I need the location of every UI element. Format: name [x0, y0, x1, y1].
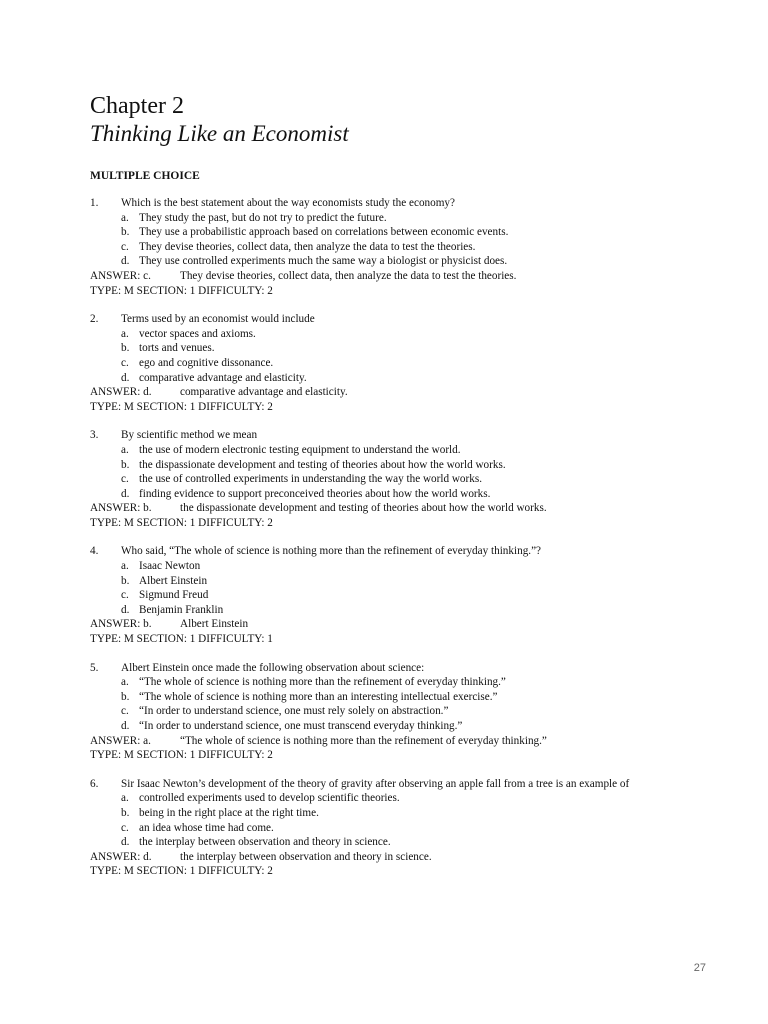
answer-line: [90, 734, 730, 749]
answer-option: [90, 806, 730, 821]
question-item: [90, 196, 730, 298]
option-label: a.: [121, 560, 129, 573]
option-text: controlled experiments used to develop scientific theories.: [139, 792, 400, 805]
chapter-title: Chapter 2: [90, 93, 184, 119]
option-label: b.: [121, 690, 130, 703]
option-label: a.: [121, 327, 129, 340]
question-number: 6.: [90, 777, 99, 790]
question-metadata: TYPE: M SECTION: 1 DIFFICULTY: 2: [90, 865, 273, 878]
answer-label: ANSWER: a.: [90, 734, 151, 747]
chapter-subtitle: Thinking Like an Economist: [90, 121, 349, 146]
answer-label: ANSWER: b.: [90, 502, 152, 515]
option-text: They use controlled experiments much the same way a biologist or physicist does.: [139, 255, 508, 268]
answer-option: [90, 559, 730, 574]
option-label: d.: [121, 487, 130, 500]
option-text: the use of modern electronic testing equipment to understand the world.: [139, 443, 461, 456]
answer-line: [90, 501, 730, 516]
option-label: c.: [121, 589, 129, 602]
answer-option: [90, 821, 730, 836]
answer-text: Albert Einstein: [180, 618, 249, 631]
option-label: a.: [121, 211, 129, 224]
question-stem: [90, 312, 730, 327]
answer-label: ANSWER: b.: [90, 618, 152, 631]
answer-text: “The whole of science is nothing more than the refinement of everyday thinking.”: [180, 734, 547, 747]
answer-option: [90, 225, 730, 240]
question-number: 3.: [90, 429, 99, 442]
answer-option: [90, 690, 730, 705]
option-label: b.: [121, 226, 130, 239]
option-label: c.: [121, 240, 129, 253]
answer-line: [90, 617, 730, 632]
answer-option: [90, 356, 730, 371]
option-text: They use a probabilistic approach based on correlations between economic events.: [139, 226, 509, 239]
answer-option: [90, 719, 730, 734]
option-label: d.: [121, 371, 130, 384]
option-label: c.: [121, 821, 129, 834]
page-number: 27: [693, 962, 706, 974]
answer-option: [90, 458, 730, 473]
option-text: They devise theories, collect data, then analyze the data to test the theories.: [139, 240, 476, 253]
option-text: torts and venues.: [139, 342, 215, 355]
option-text: “The whole of science is nothing more than an interesting intellectual exercise.”: [139, 690, 498, 703]
question-metadata: TYPE: M SECTION: 1 DIFFICULTY: 2: [90, 749, 273, 762]
question-stem: [90, 544, 730, 559]
answer-option: [90, 254, 730, 269]
option-label: c.: [121, 473, 129, 486]
answer-label: ANSWER: d.: [90, 850, 152, 863]
option-text: being in the right place at the right time.: [139, 806, 319, 819]
option-label: a.: [121, 792, 129, 805]
option-text: “In order to understand science, one must rely solely on abstraction.”: [139, 705, 449, 718]
answer-option: [90, 341, 730, 356]
document-page: [90, 92, 730, 879]
option-label: c.: [121, 356, 129, 369]
option-label: c.: [121, 705, 129, 718]
answer-line: [90, 269, 730, 284]
option-text: vector spaces and axioms.: [139, 327, 256, 340]
answer-option: [90, 443, 730, 458]
option-text: the interplay between observation and theory in science.: [139, 836, 391, 849]
answer-option: [90, 704, 730, 719]
question-text: Sir Isaac Newton’s development of the theory of gravity after observing an apple fall from a tree is an example of: [121, 777, 630, 790]
question-metadata: TYPE: M SECTION: 1 DIFFICULTY: 2: [90, 284, 273, 297]
question-stem: [90, 428, 730, 443]
question-number: 4.: [90, 545, 99, 558]
question-text: Albert Einstein once made the following observation about science:: [121, 661, 425, 674]
question-number: 1.: [90, 197, 99, 209]
question-stem: [90, 661, 730, 676]
question-metadata: TYPE: M SECTION: 1 DIFFICULTY: 2: [90, 400, 273, 413]
question-item: [90, 312, 730, 414]
answer-option: [90, 574, 730, 589]
answer-option: [90, 472, 730, 487]
question-item: [90, 428, 730, 530]
question-text: By scientific method we mean: [121, 429, 258, 442]
answer-label: ANSWER: c.: [90, 269, 151, 282]
section-heading: MULTIPLE CHOICE: [90, 170, 200, 182]
answer-line: [90, 850, 730, 865]
option-text: They study the past, but do not try to predict the future.: [139, 211, 387, 224]
option-text: Sigmund Freud: [139, 589, 209, 602]
option-text: the dispassionate development and testing of theories about how the world works.: [139, 458, 506, 471]
option-text: the use of controlled experiments in understanding the way the world works.: [139, 473, 482, 486]
answer-option: [90, 835, 730, 850]
answer-option: [90, 675, 730, 690]
answer-option: [90, 487, 730, 502]
question-number: 2.: [90, 313, 99, 326]
option-label: d.: [121, 720, 130, 732]
answer-text: They devise theories, collect data, then analyze the data to test the theories.: [180, 269, 517, 282]
question-text: Who said, “The whole of science is nothing more than the refinement of everyday thinking.”?: [121, 545, 542, 558]
question-item: [90, 777, 730, 879]
answer-option: [90, 240, 730, 255]
answer-option: [90, 791, 730, 806]
answer-option: [90, 588, 730, 603]
question-item: [90, 544, 730, 646]
question-item: [90, 661, 730, 763]
question-list: [90, 196, 730, 879]
option-text: an idea whose time had come.: [139, 821, 274, 834]
option-text: “In order to understand science, one must transcend everyday thinking.”: [139, 720, 463, 732]
answer-option: [90, 371, 730, 386]
option-label: b.: [121, 574, 130, 587]
option-label: b.: [121, 458, 130, 471]
option-label: b.: [121, 806, 130, 819]
answer-line: [90, 385, 730, 400]
question-metadata: TYPE: M SECTION: 1 DIFFICULTY: 2: [90, 516, 273, 529]
option-label: a.: [121, 443, 129, 456]
option-label: d.: [121, 603, 130, 616]
option-text: “The whole of science is nothing more than the refinement of everyday thinking.”: [139, 676, 506, 689]
option-label: a.: [121, 676, 129, 689]
option-text: Isaac Newton: [139, 560, 201, 573]
question-stem: [90, 196, 730, 211]
option-label: b.: [121, 342, 130, 355]
option-label: d.: [121, 255, 130, 268]
option-text: ego and cognitive dissonance.: [139, 356, 274, 369]
answer-option: [90, 603, 730, 618]
answer-text: comparative advantage and elasticity.: [180, 386, 348, 399]
question-stem: [90, 777, 730, 792]
question-text: Terms used by an economist would include: [121, 313, 315, 326]
question-metadata: TYPE: M SECTION: 1 DIFFICULTY: 1: [90, 633, 273, 646]
answer-option: [90, 327, 730, 342]
answer-option: [90, 211, 730, 226]
option-text: Albert Einstein: [139, 574, 208, 587]
answer-text: the dispassionate development and testing of theories about how the world works.: [180, 502, 547, 515]
option-text: comparative advantage and elasticity.: [139, 371, 307, 384]
question-number: 5.: [90, 661, 99, 674]
option-text: finding evidence to support preconceived theories about how the world works.: [139, 487, 491, 500]
answer-label: ANSWER: d.: [90, 386, 152, 399]
option-label: d.: [121, 836, 130, 849]
option-text: Benjamin Franklin: [139, 603, 224, 616]
answer-text: the interplay between observation and theory in science.: [180, 850, 432, 863]
question-text: Which is the best statement about the way economists study the economy?: [121, 197, 455, 209]
